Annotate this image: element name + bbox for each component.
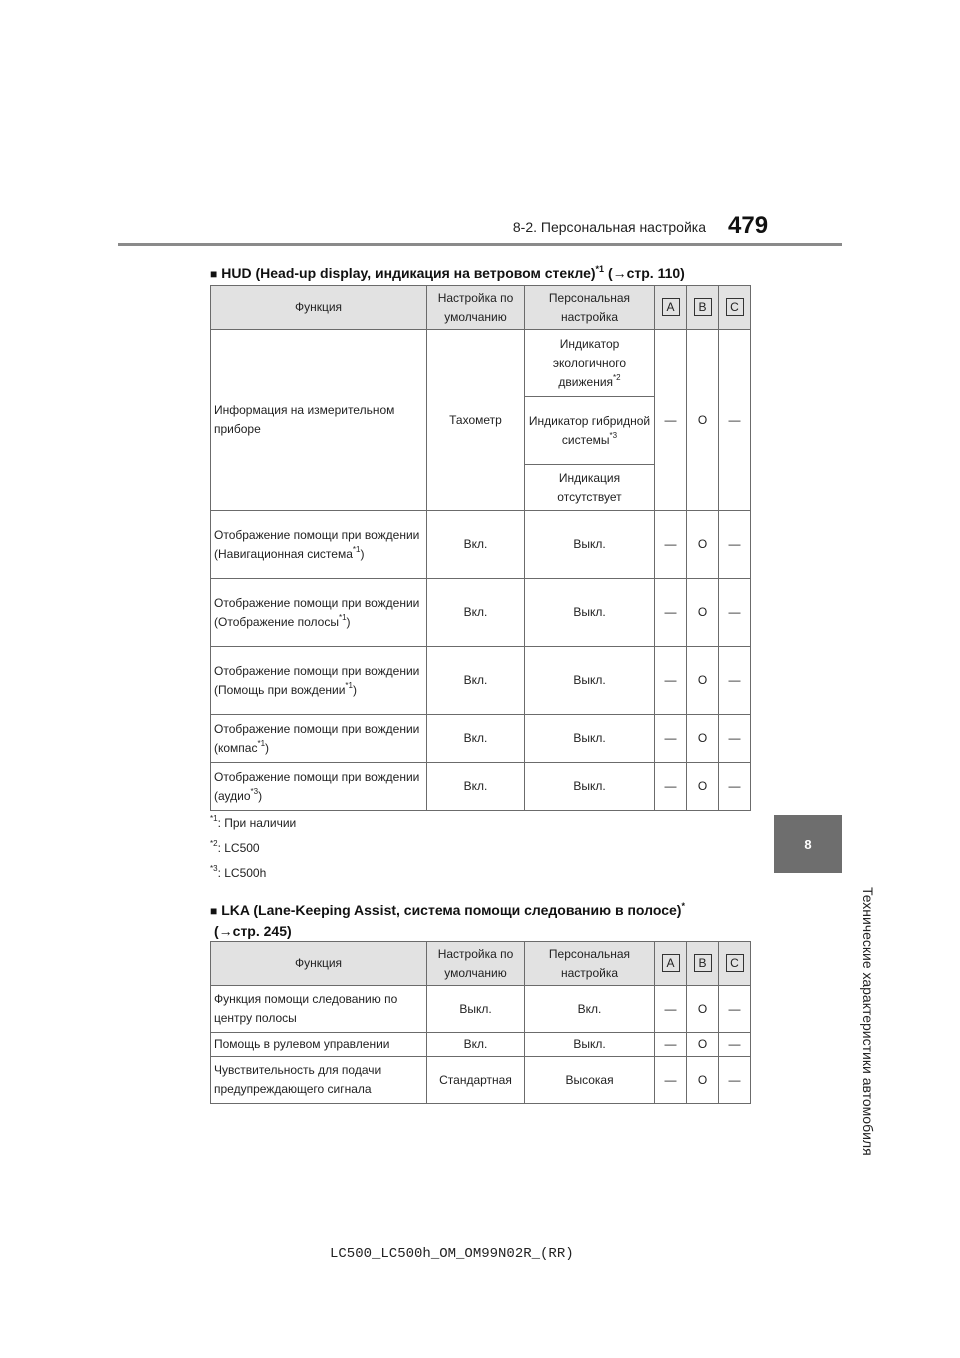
function-footnote: *3 <box>250 786 259 796</box>
footnote-mark: *1 <box>210 814 218 823</box>
section-heading: 8-2. Персональная настройка <box>512 219 706 235</box>
cell-personal: Выкл. <box>525 763 655 811</box>
hud-title-text: HUD (Head-up display, индикация на ветровом стекле) <box>221 265 596 281</box>
table-row <box>211 715 751 763</box>
function-close: ) <box>265 740 270 755</box>
table-row <box>211 1057 751 1104</box>
function-footnote: *1 <box>257 738 266 748</box>
table-header-row <box>211 942 751 986</box>
footnote-text: : LC500 <box>217 841 260 855</box>
table-row <box>211 1033 751 1057</box>
square-bullet-icon: ■ <box>210 267 218 281</box>
cell-c: — <box>719 579 751 647</box>
cell-function: Информация на измерительном приборе <box>211 330 427 511</box>
function-footnote: *1 <box>338 612 347 622</box>
cell-function: Функция помощи следованию по центру полосы <box>211 986 427 1033</box>
letter-b-icon: B <box>694 298 712 316</box>
cell-b: O <box>687 330 719 511</box>
option-text: Индикатор гибридной системы <box>528 413 651 447</box>
cell-a: — <box>655 986 687 1033</box>
cell-personal: Выкл. <box>525 715 655 763</box>
cell-b: O <box>687 763 719 811</box>
function-footnote: *1 <box>345 680 353 690</box>
cell-a: — <box>655 715 687 763</box>
cell-b: O <box>687 579 719 647</box>
table-header-row <box>211 286 751 330</box>
lka-title-text: LKA (Lane-Keeping Assist, система помощи следованию в полосе) <box>221 902 682 918</box>
cell-a: — <box>655 1057 687 1104</box>
document-code: LC500_LC500h_OM_OM99N02R_(RR) <box>330 1246 574 1262</box>
col-default: Настройка по умолчанию <box>427 942 525 986</box>
lka-page-ref[interactable]: (→стр. 245) <box>214 923 292 939</box>
cell-function <box>211 715 427 763</box>
col-function: Функция <box>211 286 427 330</box>
footnote-text: : LC500h <box>217 866 267 880</box>
col-a <box>655 286 687 330</box>
table-row <box>211 579 751 647</box>
cell-b: O <box>687 1057 719 1104</box>
footnote-mark: *3 <box>210 864 218 873</box>
cell-default: Вкл. <box>427 511 525 579</box>
hud-page-ref[interactable]: (→стр. 110) <box>604 265 685 281</box>
table-row <box>211 763 751 811</box>
col-a <box>655 942 687 986</box>
table-row <box>211 986 751 1033</box>
cell-c: — <box>719 1057 751 1104</box>
function-close: ) <box>258 788 263 803</box>
cell-a: — <box>655 330 687 511</box>
col-c <box>719 942 751 986</box>
header-divider <box>118 243 842 246</box>
option-footnote: *3 <box>609 430 618 440</box>
col-default: Настройка по умолчанию <box>427 286 525 330</box>
cell-c: — <box>719 647 751 715</box>
cell-option <box>525 330 655 397</box>
table-row <box>211 511 751 579</box>
col-function: Функция <box>211 942 427 986</box>
letter-b-icon: B <box>694 954 712 972</box>
table-row <box>211 330 751 397</box>
chapter-title: Технические характеристики автомобиля <box>860 887 876 1156</box>
hud-section-title <box>210 259 750 284</box>
lka-title-footnote: * <box>681 901 685 911</box>
cell-default: Вкл. <box>427 579 525 647</box>
lka-section-title <box>210 896 750 941</box>
letter-c-icon: C <box>726 298 744 316</box>
cell-personal: Выкл. <box>525 647 655 715</box>
letter-a-icon: A <box>662 298 680 316</box>
chapter-tab <box>774 815 842 873</box>
cell-a: — <box>655 511 687 579</box>
cell-function <box>211 511 427 579</box>
cell-default: Вкл. <box>427 763 525 811</box>
function-close: ) <box>360 546 365 561</box>
cell-b: O <box>687 511 719 579</box>
footnote <box>210 816 296 841</box>
footnote-mark: *2 <box>210 839 218 848</box>
function-text: Отображение помощи при вождении (Отображение полосы <box>214 595 420 629</box>
chapter-number: 8 <box>804 836 812 852</box>
cell-personal: Высокая <box>525 1057 655 1104</box>
cell-b: O <box>687 986 719 1033</box>
cell-option <box>525 397 655 465</box>
cell-c: — <box>719 763 751 811</box>
page-number: 479 <box>728 212 769 239</box>
function-close: ) <box>352 682 357 697</box>
cell-b: O <box>687 1033 719 1057</box>
cell-a: — <box>655 647 687 715</box>
option-footnote: *2 <box>613 372 621 382</box>
cell-default: Вкл. <box>427 1033 525 1057</box>
cell-b: O <box>687 647 719 715</box>
col-b <box>687 286 719 330</box>
cell-personal: Вкл. <box>525 986 655 1033</box>
cell-c: — <box>719 511 751 579</box>
option-text: Индикатор экологичного движения <box>552 336 627 389</box>
function-text: Отображение помощи при вождении (Навигационная система <box>214 527 420 561</box>
cell-personal: Выкл. <box>525 579 655 647</box>
cell-function <box>211 647 427 715</box>
footnote <box>210 841 296 866</box>
hud-settings-table <box>210 285 751 811</box>
function-close: ) <box>346 614 351 629</box>
cell-default: Стандартная <box>427 1057 525 1104</box>
cell-a: — <box>655 763 687 811</box>
table-row <box>211 647 751 715</box>
cell-personal: Выкл. <box>525 511 655 579</box>
function-footnote: *1 <box>352 544 361 554</box>
footnotes <box>210 816 296 891</box>
footnote-text: : При наличии <box>217 816 297 830</box>
function-text: Отображение помощи при вождении (аудио <box>214 769 420 803</box>
col-b <box>687 942 719 986</box>
lka-settings-table <box>210 941 751 1104</box>
col-personal: Персональная настройка <box>525 286 655 330</box>
cell-default: Выкл. <box>427 986 525 1033</box>
letter-c-icon: C <box>726 954 744 972</box>
cell-personal: Выкл. <box>525 1033 655 1057</box>
cell-c: — <box>719 330 751 511</box>
col-c <box>719 286 751 330</box>
cell-option: Индикация отсутствует <box>525 465 655 511</box>
col-personal: Персональная настройка <box>525 942 655 986</box>
cell-c: — <box>719 986 751 1033</box>
cell-function <box>211 579 427 647</box>
function-text: Отображение помощи при вождении (Помощь при вождении <box>214 663 420 697</box>
cell-function: Помощь в рулевом управлении <box>211 1033 427 1057</box>
cell-function <box>211 763 427 811</box>
letter-a-icon: A <box>662 954 680 972</box>
square-bullet-icon: ■ <box>210 904 218 918</box>
hud-title-footnote: *1 <box>595 264 605 274</box>
cell-function: Чувствительность для подачи предупреждающего сигнала <box>211 1057 427 1104</box>
cell-a: — <box>655 1033 687 1057</box>
cell-default: Вкл. <box>427 715 525 763</box>
function-text: Отображение помощи при вождении (компас <box>214 721 420 755</box>
footnote <box>210 866 296 891</box>
cell-a: — <box>655 579 687 647</box>
cell-b: O <box>687 715 719 763</box>
cell-default: Тахометр <box>427 330 525 511</box>
cell-c: — <box>719 715 751 763</box>
cell-c: — <box>719 1033 751 1057</box>
cell-default: Вкл. <box>427 647 525 715</box>
